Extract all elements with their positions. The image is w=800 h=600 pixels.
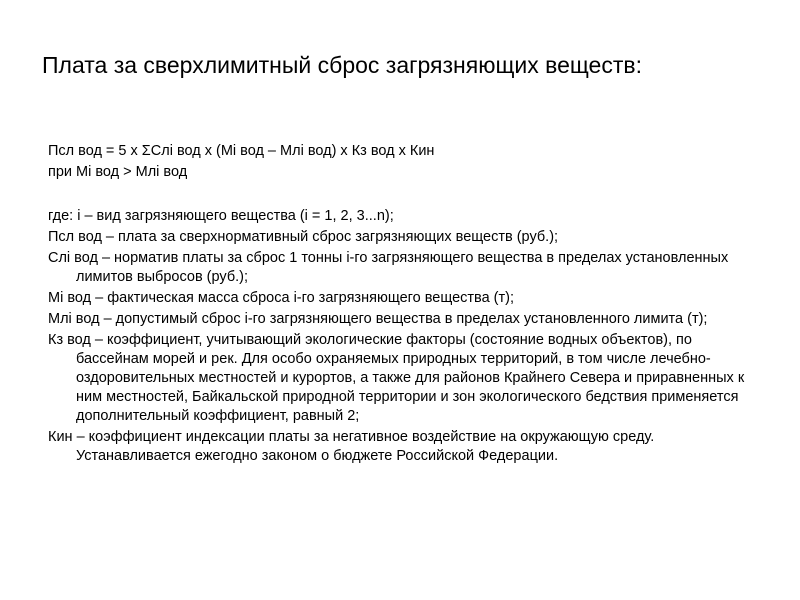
definition-i: где: i – вид загрязняющего вещества (i = 1, 2, 3...n);: [48, 208, 394, 224]
slide-title: Плата за сверхлимитный сброс загрязняющих веществ:: [42, 52, 642, 78]
definition-kin: Кин – коэффициент индексации платы за негативное воздействие на окружающую среду. Устанавливается ежегодно законом о бюджете Российской Федерации.: [48, 429, 655, 464]
definition-psl-vod: Псл вод – плата за сверхнормативный сброс загрязняющих веществ (руб.);: [48, 229, 559, 245]
definitions-list: [48, 207, 756, 468]
definition-kz-vod: Кз вод – коэффициент, учитывающий экологические факторы (состояние водных объектов), по бассейнам морей и рек. Для особо охраняемых природных территорий, в том числе лечебно-оздоровительных местностей и курортов, а также для районов Крайнего Севера и приравненных к ним местностей, Байкальской природной территории и зон экологического бедствия применяется дополнительный коэффициент, равный 2;: [48, 332, 745, 424]
definition-sli-vod: Слi вод – норматив платы за сброс 1 тонны i-го загрязняющего вещества в пределах установленных лимитов выбросов (руб.);: [48, 250, 729, 285]
formula-condition: при Мi вод > Млi вод: [48, 164, 188, 180]
fee-formula: Псл вод = 5 х ΣСлi вод х (Мi вод – Млi вод) х Кз вод х Кин: [48, 143, 435, 159]
definition-mli-vod: Млi вод – допустимый сброс i-го загрязняющего вещества в пределах установленного лимита (т);: [48, 311, 708, 327]
definition-mi-vod: Мi вод – фактическая масса сброса i-го загрязняющего вещества (т);: [48, 290, 514, 306]
formula-block: [48, 141, 434, 183]
